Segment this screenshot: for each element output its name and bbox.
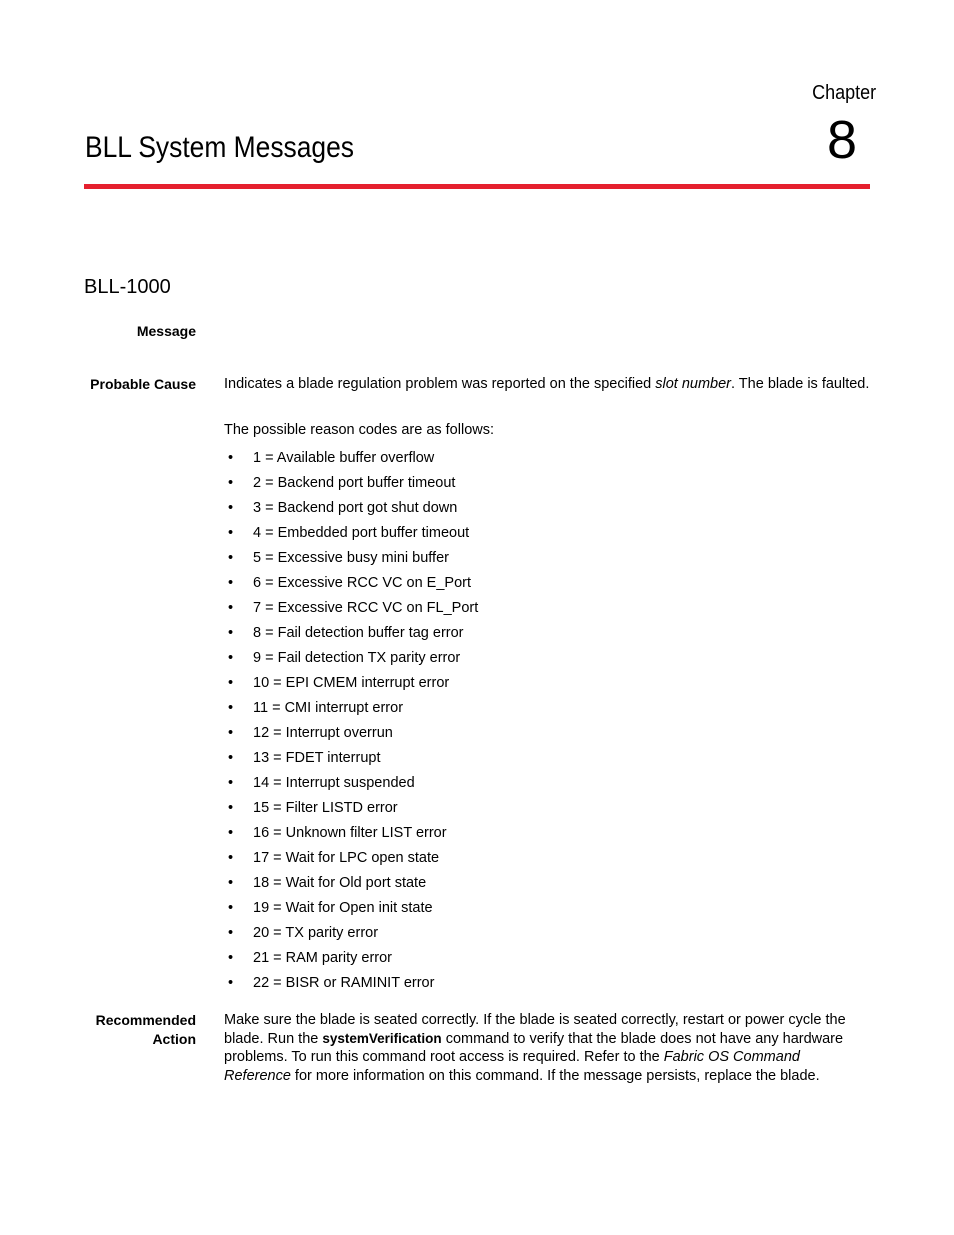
list-item (224, 798, 478, 823)
list-item-text: 20 = TX parity error (253, 925, 379, 941)
bullet-icon: • (228, 900, 234, 916)
probable-cause-text: Indicates a blade regulation problem was reported on the specified slot number. The blade is faulted. (224, 376, 870, 392)
bullet-icon: • (228, 725, 234, 741)
list-item-text: 1 = Available buffer overflow (253, 450, 435, 466)
bullet-icon: • (228, 875, 234, 891)
bullet-icon: • (228, 775, 234, 791)
bullet-icon: • (228, 525, 234, 541)
list-item (224, 548, 478, 573)
list-item (224, 648, 478, 673)
bullet-icon: • (228, 650, 234, 666)
list-item (224, 948, 478, 973)
list-item-text: 11 = CMI interrupt error (253, 700, 404, 716)
bullet-icon: • (228, 825, 234, 841)
list-item (224, 523, 478, 548)
list-item (224, 623, 478, 648)
list-item-text: 21 = RAM parity error (253, 950, 393, 966)
list-item-text: 8 = Fail detection buffer tag error (253, 625, 464, 641)
bullet-icon: • (228, 450, 234, 466)
list-item-text: 17 = Wait for LPC open state (253, 850, 440, 866)
bullet-icon: • (228, 625, 234, 641)
chapter-title: BLL System Messages (85, 131, 355, 164)
list-item-text: 15 = Filter LISTD error (253, 800, 398, 816)
chapter-number: 8 (826, 110, 857, 170)
reason-list (224, 448, 478, 998)
list-item (224, 773, 478, 798)
list-item (224, 848, 478, 873)
recommended-action-text: Make sure the blade is seated correctly. If the blade is seated correctly, restart or power cycle the blade. Run the systemVerification command to verify that the blade does not have any hardware problems. To run this command root access is required. Refer to the Fabric OS Command Reference for more information on this command. If the message persists, replace the blade. (224, 1012, 846, 1084)
list-item (224, 473, 478, 498)
probable-cause-label: Probable Cause (90, 376, 196, 392)
recommended-action-label: Recommended Action (95, 1012, 196, 1047)
list-item-text: 18 = Wait for Old port state (253, 875, 427, 891)
bullet-icon: • (228, 550, 234, 566)
list-item-text: 14 = Interrupt suspended (253, 775, 415, 791)
list-item-text: 22 = BISR or RAMINIT error (253, 975, 435, 991)
list-item (224, 973, 478, 998)
list-item (224, 873, 478, 898)
list-item (224, 898, 478, 923)
chapter-label: Chapter (811, 82, 876, 104)
message-label: Message (136, 323, 196, 339)
list-item-text: 6 = Excessive RCC VC on E_Port (253, 575, 471, 591)
list-item (224, 573, 478, 598)
bullet-icon: • (228, 500, 234, 516)
list-item (224, 723, 478, 748)
chapter-rule (84, 184, 870, 189)
list-item-text: 2 = Backend port buffer timeout (253, 475, 456, 491)
list-item-text: 16 = Unknown filter LIST error (253, 825, 447, 841)
list-item-text: 3 = Backend port got shut down (253, 500, 458, 516)
list-item-text: 13 = FDET interrupt (253, 750, 381, 766)
command-name: systemVerification (322, 1030, 442, 1046)
list-item (224, 923, 478, 948)
list-item (224, 598, 478, 623)
list-item-text: 10 = EPI CMEM interrupt error (253, 675, 450, 691)
bullet-icon: • (228, 750, 234, 766)
section-title: BLL-1000 (84, 276, 171, 298)
bullet-icon: • (228, 600, 234, 616)
bullet-icon: • (228, 575, 234, 591)
bullet-icon: • (228, 975, 234, 991)
list-item-text: 19 = Wait for Open init state (253, 900, 433, 916)
list-item-text: 4 = Embedded port buffer timeout (253, 525, 470, 541)
list-item-text: 9 = Fail detection TX parity error (253, 650, 461, 666)
bullet-icon: • (228, 800, 234, 816)
list-item (224, 673, 478, 698)
list-item-text: 12 = Interrupt overrun (253, 725, 393, 741)
list-item (224, 748, 478, 773)
list-item (224, 448, 478, 473)
list-item (224, 698, 478, 723)
bullet-icon: • (228, 850, 234, 866)
bullet-icon: • (228, 950, 234, 966)
bullet-icon: • (228, 700, 234, 716)
bullet-icon: • (228, 475, 234, 491)
bullet-icon: • (228, 925, 234, 941)
list-item (224, 823, 478, 848)
list-item (224, 498, 478, 523)
list-item-text: 5 = Excessive busy mini buffer (253, 550, 449, 566)
reason-intro: The possible reason codes are as follows: (224, 422, 495, 438)
list-item-text: 7 = Excessive RCC VC on FL_Port (253, 600, 479, 616)
bullet-icon: • (228, 675, 234, 691)
